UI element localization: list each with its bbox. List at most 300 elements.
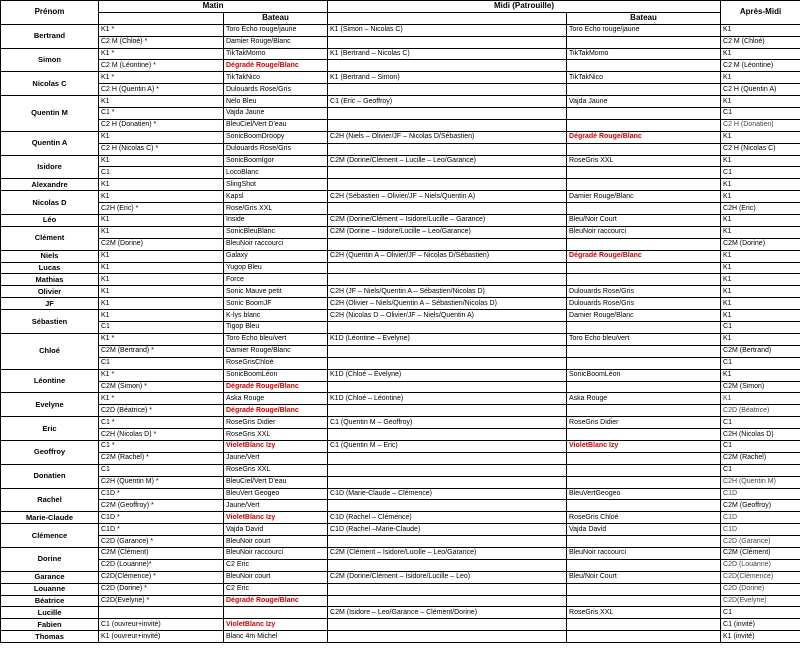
afternoon-activity: K1: [721, 155, 800, 167]
person-name: Chloé: [1, 333, 99, 369]
morning-boat: SlingShot: [224, 179, 328, 191]
morning-activity: K1: [99, 215, 224, 227]
morning-boat: Inside: [224, 215, 328, 227]
morning-activity: K1: [99, 250, 224, 262]
afternoon-activity: K1: [721, 393, 800, 405]
midday-patrol: C2H (Quentin A – Olivier/JF – Nicolas D/Sébastien): [328, 250, 567, 262]
morning-activity: C1 *: [99, 440, 224, 452]
person-name: Béatrice: [1, 595, 99, 607]
midday-patrol: K1D (Chloé – Léontine): [328, 393, 567, 405]
person-name: Quentin M: [1, 96, 99, 132]
afternoon-activity: C2D(Evelyne): [721, 595, 800, 607]
midday-boat: VioletBlanc Izy: [567, 440, 721, 452]
midday-patrol: C1 (Quentin M – Eric): [328, 440, 567, 452]
morning-activity: C2 M (Léontine) *: [99, 60, 224, 72]
afternoon-activity: C2H (Eric): [721, 203, 800, 215]
morning-activity: C1: [99, 464, 224, 476]
morning-activity: K1: [99, 298, 224, 310]
morning-boat: BleuNoir court: [224, 536, 328, 548]
table-row: [1, 500, 800, 512]
midday-boat: [567, 179, 721, 191]
midday-boat: BleuVertGeogeo: [567, 488, 721, 500]
afternoon-activity: C1: [721, 607, 800, 619]
table-row: [1, 143, 800, 155]
morning-activity: C2 M (Chloé) *: [99, 36, 224, 48]
morning-boat: TikTakNico: [224, 72, 328, 84]
morning-activity: C1: [99, 322, 224, 334]
header-prenom: Prénom: [1, 1, 99, 25]
afternoon-activity: C2 M (Léontine): [721, 60, 800, 72]
morning-activity: C2D(Clémence) *: [99, 571, 224, 583]
afternoon-activity: C2M (Clément): [721, 547, 800, 559]
morning-activity: K1 *: [99, 48, 224, 60]
person-name: Geoffroy: [1, 440, 99, 464]
midday-patrol: [328, 345, 567, 357]
person-name: Léontine: [1, 369, 99, 393]
midday-boat: Toro Echo bleu/vert: [567, 333, 721, 345]
table-row: [1, 464, 800, 476]
afternoon-activity: C2 H (Quentin A): [721, 84, 800, 96]
midday-boat: BleuNoir raccourci: [567, 226, 721, 238]
morning-boat: K-lys blanc: [224, 310, 328, 322]
midday-boat: [567, 84, 721, 96]
table-row: [1, 512, 800, 524]
midday-patrol: [328, 108, 567, 120]
person-name: Dorine: [1, 547, 99, 571]
midday-boat: [567, 405, 721, 417]
midday-boat: Dégradé Rouge/Blanc: [567, 131, 721, 143]
midday-patrol: C2H (Sébastien – Olivier/JF – Niels/Quentin A): [328, 191, 567, 203]
table-row: [1, 524, 800, 536]
schedule-body: [1, 24, 800, 642]
afternoon-activity: K1: [721, 250, 800, 262]
afternoon-activity: C2 H (Donatien): [721, 119, 800, 131]
midday-patrol: K1D (Chloé – Evelyne): [328, 369, 567, 381]
morning-activity: C1D *: [99, 488, 224, 500]
midday-boat: Dégradé Rouge/Blanc: [567, 250, 721, 262]
morning-boat: Kapsl: [224, 191, 328, 203]
midday-patrol: [328, 536, 567, 548]
midday-boat: Dulouards Rose/Gris: [567, 298, 721, 310]
midday-patrol: C2M (Dorine – Isidore/Lucille – Leo/Garance): [328, 226, 567, 238]
table-row: [1, 250, 800, 262]
afternoon-activity: C2M (Rachel): [721, 452, 800, 464]
afternoon-activity: C2H (Nicolas D): [721, 429, 800, 441]
morning-activity: C1 *: [99, 108, 224, 120]
morning-activity: [99, 607, 224, 619]
midday-boat: [567, 143, 721, 155]
midday-patrol: C1 (Eric – Geoffroy): [328, 96, 567, 108]
morning-boat: C2 Eric: [224, 583, 328, 595]
table-row: [1, 48, 800, 60]
table-row: [1, 274, 800, 286]
morning-activity: C2M (Dorine): [99, 238, 224, 250]
person-name: Eric: [1, 417, 99, 441]
header-matin-blank: [99, 12, 224, 24]
midday-boat: Toro Echo rouge/jaune: [567, 24, 721, 36]
morning-activity: C2D (Garance) *: [99, 536, 224, 548]
morning-activity: K1: [99, 179, 224, 191]
person-name: Marie-Claude: [1, 512, 99, 524]
table-row: [1, 60, 800, 72]
morning-boat: Dulouards Rose/Gris: [224, 84, 328, 96]
morning-boat: Tigop Bleu: [224, 322, 328, 334]
person-name: Léo: [1, 215, 99, 227]
morning-boat: [224, 607, 328, 619]
midday-boat: Aska Rouge: [567, 393, 721, 405]
midday-boat: [567, 476, 721, 488]
midday-boat: [567, 583, 721, 595]
morning-boat: Nelo Bleu: [224, 96, 328, 108]
morning-activity: C1D *: [99, 512, 224, 524]
morning-activity: K1 *: [99, 369, 224, 381]
morning-boat: RoseGris XXL: [224, 429, 328, 441]
morning-boat: VioletBlanc Izy: [224, 440, 328, 452]
morning-activity: K1: [99, 226, 224, 238]
morning-activity: C2D (Louanne)*: [99, 559, 224, 571]
midday-patrol: C2M (Dorine/Clément – Isidore/Lucille – Leo): [328, 571, 567, 583]
table-row: [1, 215, 800, 227]
morning-boat: Sonic BoomJF: [224, 298, 328, 310]
table-row: [1, 345, 800, 357]
morning-boat: Rose/Gris XXL: [224, 203, 328, 215]
midday-boat: [567, 619, 721, 631]
morning-boat: LocoBlanc: [224, 167, 328, 179]
morning-activity: C2D (Béatrice) *: [99, 405, 224, 417]
table-row: [1, 226, 800, 238]
midday-patrol: [328, 203, 567, 215]
midday-boat: [567, 595, 721, 607]
table-row: [1, 429, 800, 441]
midday-boat: [567, 559, 721, 571]
table-row: [1, 72, 800, 84]
midday-patrol: C2M (Isidore – Leo/Garance – Clément/Dorine): [328, 607, 567, 619]
afternoon-activity: C2D (Dorine): [721, 583, 800, 595]
midday-patrol: [328, 464, 567, 476]
midday-patrol: C2H (Niels – Olivier/JF – Nicolas D/Sébastien): [328, 131, 567, 143]
header-bateau-midi: Bateau: [567, 12, 721, 24]
afternoon-activity: K1: [721, 226, 800, 238]
afternoon-activity: K1: [721, 72, 800, 84]
morning-boat: Dégradé Rouge/Blanc: [224, 405, 328, 417]
morning-activity: C2M (Geoffroy) *: [99, 500, 224, 512]
person-name: Quentin A: [1, 131, 99, 155]
morning-activity: K1: [99, 286, 224, 298]
header-row-2: [1, 12, 800, 24]
morning-boat: BleuNoir raccourci: [224, 238, 328, 250]
table-row: [1, 84, 800, 96]
afternoon-activity: C1: [721, 322, 800, 334]
midday-patrol: [328, 274, 567, 286]
afternoon-activity: C2D(Clémence): [721, 571, 800, 583]
person-name: Bertrand: [1, 24, 99, 48]
table-row: [1, 571, 800, 583]
table-row: [1, 559, 800, 571]
table-row: [1, 155, 800, 167]
midday-patrol: C2H (JF – Niels/Quentin A – Sébastien/Nicolas D): [328, 286, 567, 298]
morning-activity: C2M (Simon) *: [99, 381, 224, 393]
midday-patrol: [328, 60, 567, 72]
afternoon-activity: C1D: [721, 512, 800, 524]
midday-patrol: [328, 119, 567, 131]
midday-patrol: K1 (Bertrand – Simon): [328, 72, 567, 84]
morning-boat: SonicBleuBlanc: [224, 226, 328, 238]
morning-activity: C2 H (Nicolas C) *: [99, 143, 224, 155]
morning-activity: C2 H (Donatien) *: [99, 119, 224, 131]
table-row: [1, 167, 800, 179]
midday-patrol: C1D (Rachel –Marie-Claude): [328, 524, 567, 536]
table-row: [1, 440, 800, 452]
header-midi: Midi (Patrouille): [328, 1, 721, 13]
midday-boat: [567, 464, 721, 476]
afternoon-activity: C2D (Béatrice): [721, 405, 800, 417]
person-name: Garance: [1, 571, 99, 583]
table-row: [1, 357, 800, 369]
morning-activity: K1 *: [99, 24, 224, 36]
morning-activity: K1: [99, 155, 224, 167]
afternoon-activity: C1: [721, 357, 800, 369]
morning-boat: RoseGris XXL: [224, 464, 328, 476]
table-row: [1, 631, 800, 643]
table-row: [1, 417, 800, 429]
morning-boat: Dégradé Rouge/Blanc: [224, 60, 328, 72]
midday-boat: [567, 429, 721, 441]
table-row: [1, 536, 800, 548]
morning-activity: C1: [99, 167, 224, 179]
table-row: [1, 203, 800, 215]
midday-boat: BleuNoir raccourci: [567, 547, 721, 559]
midday-boat: [567, 536, 721, 548]
person-name: Niels: [1, 250, 99, 262]
afternoon-activity: C2M (Geoffroy): [721, 500, 800, 512]
morning-boat: BleuNoir raccourci: [224, 547, 328, 559]
morning-activity: C2D(Evelyne) *: [99, 595, 224, 607]
morning-activity: K1: [99, 262, 224, 274]
midday-boat: Damier Rouge/Blanc: [567, 310, 721, 322]
midday-boat: SonicBoomLéon: [567, 369, 721, 381]
morning-activity: K1 (ouvreur+invité): [99, 631, 224, 643]
midday-boat: TikTakMomo: [567, 48, 721, 60]
midday-boat: [567, 631, 721, 643]
table-row: [1, 583, 800, 595]
midday-patrol: [328, 429, 567, 441]
midday-patrol: K1 (Simon – Nicolas C): [328, 24, 567, 36]
morning-boat: SonicBoomLéon: [224, 369, 328, 381]
midday-boat: [567, 381, 721, 393]
afternoon-activity: C2H (Quentin M): [721, 476, 800, 488]
person-name: Rachel: [1, 488, 99, 512]
afternoon-activity: C2D (Louanne): [721, 559, 800, 571]
morning-boat: BleuNoir court: [224, 571, 328, 583]
morning-boat: BleuCiel/Vert D'eau: [224, 119, 328, 131]
table-row: [1, 476, 800, 488]
midday-patrol: [328, 631, 567, 643]
midday-patrol: C2M (Dorine/Clément – Lucille – Leo/Garance): [328, 155, 567, 167]
person-name: Simon: [1, 48, 99, 72]
afternoon-activity: C2 M (Chloé): [721, 36, 800, 48]
morning-boat: Jaune/Vert: [224, 452, 328, 464]
table-row: [1, 369, 800, 381]
morning-activity: K1: [99, 274, 224, 286]
person-name: Louanne: [1, 583, 99, 595]
midday-boat: [567, 357, 721, 369]
table-row: [1, 24, 800, 36]
afternoon-activity: C1: [721, 440, 800, 452]
table-row: [1, 96, 800, 108]
morning-boat: Damier Rouge/Blanc: [224, 36, 328, 48]
afternoon-activity: K1: [721, 262, 800, 274]
table-row: [1, 119, 800, 131]
morning-activity: C2H (Nicolas D) *: [99, 429, 224, 441]
table-row: [1, 547, 800, 559]
midday-patrol: [328, 357, 567, 369]
morning-boat: Jaune/Vert: [224, 500, 328, 512]
morning-boat: Toro Echo bleu/vert: [224, 333, 328, 345]
afternoon-activity: K1: [721, 310, 800, 322]
midday-boat: RoseGris Didier: [567, 417, 721, 429]
afternoon-activity: C2D (Garance): [721, 536, 800, 548]
afternoon-activity: C1D: [721, 488, 800, 500]
person-name: Olivier: [1, 286, 99, 298]
morning-boat: BleuCiel/Vert D'eau: [224, 476, 328, 488]
header-bateau-matin: Bateau: [224, 12, 328, 24]
midday-patrol: [328, 262, 567, 274]
afternoon-activity: K1: [721, 48, 800, 60]
table-row: [1, 191, 800, 203]
table-row: [1, 488, 800, 500]
morning-activity: K1 *: [99, 333, 224, 345]
person-name: Clément: [1, 226, 99, 250]
table-row: [1, 405, 800, 417]
midday-patrol: [328, 619, 567, 631]
person-name: Evelyne: [1, 393, 99, 417]
afternoon-activity: C1D: [721, 524, 800, 536]
morning-boat: VioletBlanc Izy: [224, 512, 328, 524]
person-name: Fabien: [1, 619, 99, 631]
morning-activity: K1: [99, 310, 224, 322]
table-row: [1, 179, 800, 191]
midday-boat: RoseGris Chloé: [567, 512, 721, 524]
afternoon-activity: K1: [721, 24, 800, 36]
person-name: Donatien: [1, 464, 99, 488]
midday-patrol: [328, 167, 567, 179]
midday-boat: [567, 452, 721, 464]
person-name: Clémence: [1, 524, 99, 548]
morning-activity: C1: [99, 357, 224, 369]
afternoon-activity: K1: [721, 274, 800, 286]
header-midi-blank: [328, 12, 567, 24]
midday-patrol: [328, 238, 567, 250]
header-apres-midi: Après-Midi: [721, 1, 800, 25]
midday-patrol: C2M (Dorine/Clément – Isidore/Lucille – Garance): [328, 215, 567, 227]
midday-boat: [567, 167, 721, 179]
morning-boat: Dégradé Rouge/Blanc: [224, 381, 328, 393]
midday-patrol: [328, 322, 567, 334]
midday-patrol: [328, 500, 567, 512]
midday-patrol: [328, 36, 567, 48]
midday-boat: [567, 262, 721, 274]
midday-boat: Vajda David: [567, 524, 721, 536]
person-name: Nicolas D: [1, 191, 99, 215]
midday-patrol: [328, 381, 567, 393]
midday-patrol: [328, 583, 567, 595]
morning-boat: TikTakMomo: [224, 48, 328, 60]
midday-patrol: C1D (Marie-Claude – Clémence): [328, 488, 567, 500]
morning-activity: K1: [99, 191, 224, 203]
afternoon-activity: C2M (Simon): [721, 381, 800, 393]
morning-activity: K1 *: [99, 72, 224, 84]
afternoon-activity: K1: [721, 369, 800, 381]
morning-activity: C2M (Bertrand) *: [99, 345, 224, 357]
table-row: [1, 298, 800, 310]
morning-activity: C2M (Rachel) *: [99, 452, 224, 464]
morning-boat: SonicBoomIgor: [224, 155, 328, 167]
afternoon-activity: K1: [721, 179, 800, 191]
morning-activity: K1 *: [99, 393, 224, 405]
midday-patrol: [328, 179, 567, 191]
midday-boat: Dulouards Rose/Gris: [567, 286, 721, 298]
table-row: [1, 238, 800, 250]
midday-boat: [567, 36, 721, 48]
midday-boat: [567, 274, 721, 286]
midday-patrol: C2H (Nicolas D – Olivier/JF – Niels/Quentin A): [328, 310, 567, 322]
person-name: Alexandre: [1, 179, 99, 191]
midday-patrol: [328, 595, 567, 607]
person-name: Sébastien: [1, 310, 99, 334]
midday-boat: [567, 108, 721, 120]
afternoon-activity: K1: [721, 298, 800, 310]
morning-activity: C1 *: [99, 417, 224, 429]
midday-boat: Bleu/Noir Court: [567, 571, 721, 583]
midday-patrol: [328, 143, 567, 155]
midday-patrol: [328, 405, 567, 417]
midday-patrol: K1 (Bertrand – Nicolas C): [328, 48, 567, 60]
midday-boat: [567, 203, 721, 215]
afternoon-activity: K1: [721, 215, 800, 227]
midday-patrol: [328, 452, 567, 464]
morning-boat: Dulouards Rose/Gris: [224, 143, 328, 155]
header-row-1: [1, 1, 800, 13]
table-row: [1, 322, 800, 334]
midday-boat: [567, 322, 721, 334]
table-row: [1, 286, 800, 298]
morning-boat: VioletBlanc Izy: [224, 619, 328, 631]
midday-boat: [567, 500, 721, 512]
person-name: Mathias: [1, 274, 99, 286]
morning-activity: K1: [99, 96, 224, 108]
morning-activity: C2M (Clément): [99, 547, 224, 559]
midday-boat: RoseGris XXL: [567, 155, 721, 167]
morning-boat: Force: [224, 274, 328, 286]
morning-boat: SonicBoomDroopy: [224, 131, 328, 143]
afternoon-activity: C1 (invité): [721, 619, 800, 631]
midday-boat: TikTakNico: [567, 72, 721, 84]
table-row: [1, 310, 800, 322]
afternoon-activity: K1: [721, 333, 800, 345]
midday-boat: RoseGris XXL: [567, 607, 721, 619]
midday-boat: [567, 238, 721, 250]
table-row: [1, 607, 800, 619]
afternoon-activity: C1: [721, 417, 800, 429]
morning-boat: Yugop Bleu: [224, 262, 328, 274]
morning-activity: C2D (Dorine) *: [99, 583, 224, 595]
morning-boat: C2 Eric: [224, 559, 328, 571]
table-row: [1, 452, 800, 464]
morning-boat: Sonic Mauve petit: [224, 286, 328, 298]
morning-boat: BleuVert Geogeo: [224, 488, 328, 500]
afternoon-activity: C2 H (Nicolas C): [721, 143, 800, 155]
midday-boat: Bleu/Noir Court: [567, 215, 721, 227]
